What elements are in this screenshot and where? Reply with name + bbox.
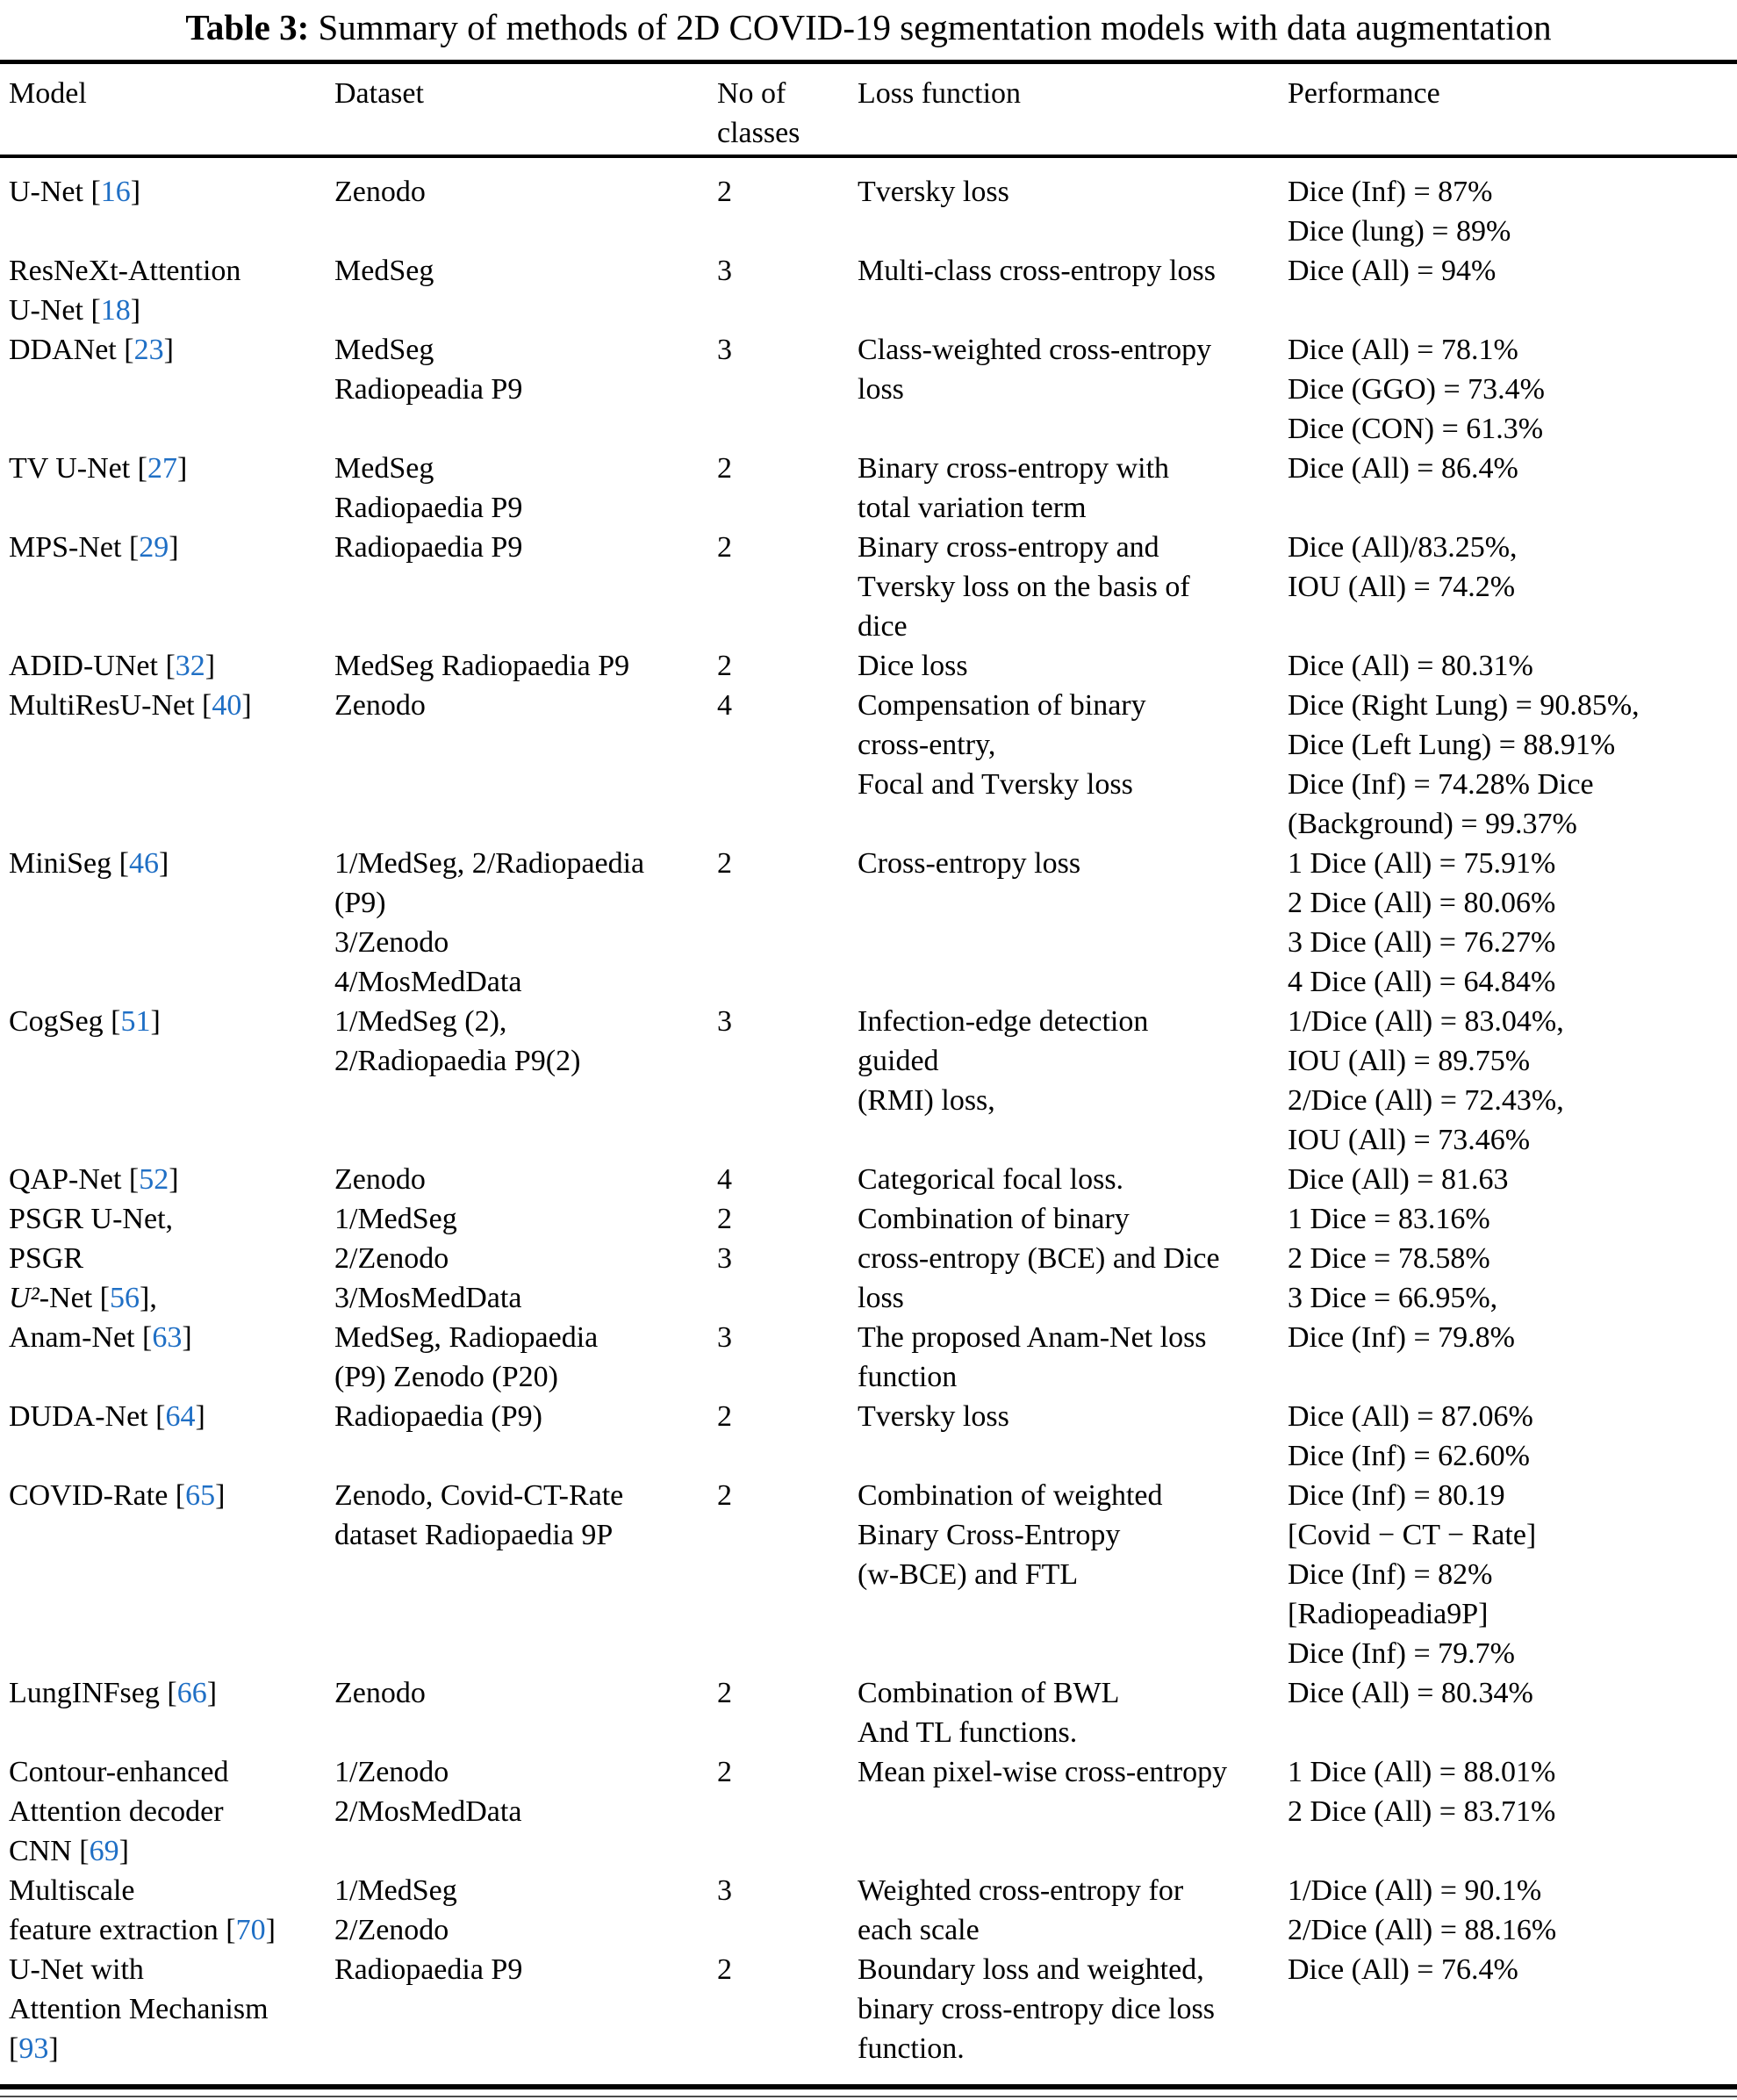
text-line: 3 [717,1242,732,1275]
text-line: 3 [717,1005,732,1038]
text-line: 4 [717,689,732,722]
cell-dataset [334,1950,717,2068]
text-line: Binary Cross-Entropy [858,1519,1121,1551]
text-line: (P9) Zenodo (P20) [334,1361,558,1393]
bottom-rule-thin [0,2096,1737,2097]
text-line: 1/Dice (All) = 90.1% [1288,1874,1542,1907]
text-line: Dice (GGO) = 73.4% [1288,373,1545,406]
cell-loss [858,1871,1288,1950]
citation-link[interactable]: 56 [110,1282,140,1314]
citation-link[interactable]: 63 [152,1321,183,1354]
cell-model [0,1476,334,1673]
text-line: 1/Dice (All) = 83.04%, [1288,1005,1564,1038]
cell-model [0,686,334,844]
text-line: Dice (All)/83.25%, [1288,531,1518,564]
text-line: 3 [717,1321,732,1354]
cell-loss [858,1752,1288,1871]
text-line: Radiopeadia P9 [334,373,523,406]
cell-performance [1288,646,1737,686]
text-line: 2 [717,650,732,682]
cell-model [0,251,334,330]
cell-model [0,1160,334,1199]
text-line: Class-weighted cross-entropy [858,334,1212,366]
text-line: 2 [717,847,732,880]
cell-performance [1288,330,1737,449]
text-line: 3/Zenodo [334,926,449,959]
citation-link[interactable]: 52 [139,1163,169,1196]
citation-link[interactable]: 46 [128,847,159,880]
cell-performance [1288,172,1737,251]
text-line: Multi-class cross-entropy loss [858,255,1216,287]
text-line: DDANet [23] [9,334,174,366]
text-line: 2/Dice (All) = 88.16% [1288,1914,1557,1946]
text-line: guided [858,1045,939,1077]
table-row [0,1673,1737,1752]
cell-dataset [334,1752,717,1871]
cell-classes [717,172,858,251]
citation-link[interactable]: 70 [235,1914,266,1946]
text-line: 3/MosMedData [334,1282,522,1314]
text-line: Infection-edge detection [858,1005,1149,1038]
text-line: Dice (Inf) = 82% [1288,1558,1493,1591]
table-row [0,1160,1737,1199]
text-line: 2/Radiopaedia P9(2) [334,1045,581,1077]
cell-classes [717,251,858,330]
text-line: 3 [717,255,732,287]
text-line: Dice (All) = 80.34% [1288,1677,1533,1709]
text-line: Dice (lung) = 89% [1288,215,1511,248]
cell-dataset [334,1476,717,1673]
text-line: 4 [717,1163,732,1196]
cell-dataset [334,1318,717,1397]
text-line: 2 Dice (All) = 80.06% [1288,887,1556,919]
text-line: Radiopaedia (P9) [334,1400,542,1433]
cell-performance [1288,449,1737,528]
text-line: cross-entropy (BCE) and Dice [858,1242,1220,1275]
column-header-performance: Performance [1288,77,1440,110]
table-title-text: Summary of methods of 2D COVID-19 segmentation models with data augmentation [309,7,1552,47]
cell-dataset [334,528,717,646]
cell-dataset [334,1871,717,1950]
table-header-row [0,74,1737,153]
citation-link[interactable]: 29 [139,531,169,564]
citation-link[interactable]: 40 [212,689,242,722]
text-line: (RMI) loss, [858,1084,995,1117]
table-row [0,844,1737,1002]
cell-classes [717,1318,858,1397]
text-line: MedSeg Radiopaedia P9 [334,650,630,682]
text-line: 1 Dice (All) = 88.01% [1288,1756,1556,1788]
text-line: 2 Dice = 78.58% [1288,1242,1490,1275]
text-line: Dice (All) = 94% [1288,255,1497,287]
cell-dataset [334,646,717,686]
text-line: Focal and Tversky loss [858,768,1133,801]
table-row [0,1476,1737,1673]
text-line: PSGR U-Net, [9,1203,174,1235]
text-line: dice [858,610,908,643]
cell-classes [717,1871,858,1950]
text-line: Dice (All) = 87.06% [1288,1400,1533,1433]
text-line: IOU (All) = 89.75% [1288,1045,1531,1077]
cell-loss [858,1318,1288,1397]
cell-model [0,1199,334,1318]
table-body [0,172,1737,2068]
cell-loss [858,330,1288,449]
cell-loss [858,251,1288,330]
table-row [0,1871,1737,1950]
text-line: total variation term [858,492,1087,524]
cell-model [0,449,334,528]
text-line: 3 [717,1874,732,1907]
text-line: [Radiopeadia9P] [1288,1598,1489,1630]
text-line: 3 [717,334,732,366]
text-line: binary cross-entropy dice loss [858,1993,1215,2025]
cell-performance [1288,251,1737,330]
text-line: 4 Dice (All) = 64.84% [1288,966,1556,998]
text-line: Combination of BWL [858,1677,1120,1709]
citation-link[interactable]: 66 [176,1677,207,1709]
cell-dataset [334,172,717,251]
cell-performance [1288,1002,1737,1160]
cell-loss [858,844,1288,1002]
text-line: 1/MedSeg [334,1203,457,1235]
text-line: Tversky loss [858,176,1009,208]
text-line: 2 [717,1400,732,1433]
citation-link[interactable]: 18 [100,294,131,327]
citation-link[interactable]: 51 [120,1005,151,1038]
text-line: 2 Dice (All) = 83.71% [1288,1795,1556,1828]
cell-loss [858,1476,1288,1673]
text-line: Zenodo [334,689,426,722]
text-line: dataset Radiopaedia 9P [334,1519,614,1551]
text-line: (Background) = 99.37% [1288,808,1577,840]
cell-loss [858,449,1288,528]
table-row [0,1950,1737,2068]
text-line: function [858,1361,958,1393]
text-line: 1/MedSeg, 2/Radiopaedia [334,847,645,880]
text-line: ResNeXt-Attention [9,255,241,287]
text-line: Attention decoder [9,1795,224,1828]
text-line: Zenodo [334,176,426,208]
text-line: MedSeg [334,334,434,366]
cell-performance [1288,1752,1737,1871]
text-line: The proposed Anam-Net loss [858,1321,1207,1354]
cell-model [0,646,334,686]
cell-performance [1288,1318,1737,1397]
text-line: Dice loss [858,650,968,682]
citation-link[interactable]: 32 [175,650,205,682]
text-line: U-Net with [9,1953,144,1986]
cell-model [0,1752,334,1871]
cell-model [0,528,334,646]
citation-link[interactable]: 23 [133,334,164,366]
cell-performance [1288,844,1737,1002]
text-line: Dice (Inf) = 79.8% [1288,1321,1515,1354]
cell-loss [858,686,1288,844]
cell-performance [1288,1397,1737,1476]
cell-classes [717,449,858,528]
text-line: CogSeg [51] [9,1005,161,1038]
text-line: Compensation of binary [858,689,1146,722]
cell-loss [858,1160,1288,1199]
cell-classes [717,1476,858,1673]
table-row [0,251,1737,330]
table-row [0,172,1737,251]
cell-dataset [334,1673,717,1752]
text-line: MedSeg [334,255,434,287]
text-line: And TL functions. [858,1716,1078,1749]
cell-classes [717,1397,858,1476]
header-rule [0,155,1737,158]
text-line: Multiscale [9,1874,135,1907]
text-line: Contour-enhanced [9,1756,229,1788]
text-line: Dice (Right Lung) = 90.85%, [1288,689,1640,722]
text-line: 3 Dice (All) = 76.27% [1288,926,1556,959]
text-line: Zenodo, Covid-CT-Rate [334,1479,624,1512]
text-line: MPS-Net [29] [9,531,179,564]
text-line: IOU (All) = 73.46% [1288,1124,1531,1156]
cell-dataset [334,1002,717,1160]
text-line: 2/Zenodo [334,1242,449,1275]
text-line: 4/MosMedData [334,966,522,998]
table-title-label: Table 3: [185,7,310,47]
cell-performance [1288,1673,1737,1752]
citation-link[interactable]: 69 [89,1835,119,1867]
cell-model [0,1002,334,1160]
text-line: 1 Dice = 83.16% [1288,1203,1490,1235]
text-line: loss [858,373,904,406]
text-line: Cross-entropy loss [858,847,1081,880]
text-line: Dice (All) = 76.4% [1288,1953,1518,1986]
text-line: IOU (All) = 74.2% [1288,571,1516,603]
table-title [0,5,1737,49]
text-line: U²-Net [56], [9,1282,157,1314]
text-line: COVID-Rate [65] [9,1479,226,1512]
cell-classes [717,1752,858,1871]
text-line: QAP-Net [52] [9,1163,179,1196]
text-line: Dice (Inf) = 79.7% [1288,1637,1515,1670]
text-line: DUDA-Net [64] [9,1400,205,1433]
bottom-rule-thick [0,2084,1737,2089]
text-line: 1/MedSeg (2), [334,1005,507,1038]
text-line: 2 [717,1677,732,1709]
text-line: Weighted cross-entropy for [858,1874,1184,1907]
text-line: Dice (All) = 80.31% [1288,650,1533,682]
cell-classes [717,686,858,844]
text-line: Dice (All) = 86.4% [1288,452,1518,485]
text-line: TV U-Net [27] [9,452,188,485]
cell-loss [858,1397,1288,1476]
text-line: 2 [717,176,732,208]
cell-model [0,1950,334,2068]
cell-model [0,1673,334,1752]
citation-link[interactable]: 65 [185,1479,216,1512]
cell-model [0,172,334,251]
text-line: Tversky loss [858,1400,1009,1433]
text-line: 2 [717,531,732,564]
cell-classes [717,844,858,1002]
cell-performance [1288,1871,1737,1950]
column-header-model: Model [9,77,87,110]
table-row [0,1397,1737,1476]
text-line: 1/MedSeg [334,1874,457,1907]
cell-performance [1288,1160,1737,1199]
column-header-loss: Loss function [858,77,1022,110]
text-line: Radiopaedia P9 [334,1953,523,1986]
cell-model [0,1871,334,1950]
citation-link[interactable]: 16 [100,176,131,208]
table-row [0,1318,1737,1397]
text-line: Radiopaedia P9 [334,492,523,524]
cell-performance [1288,686,1737,844]
citation-link[interactable]: 27 [147,452,177,485]
text-line: Dice (Inf) = 80.19 [1288,1479,1505,1512]
cell-loss [858,528,1288,646]
text-line: Binary cross-entropy and [858,531,1159,564]
text-line: Radiopaedia P9 [334,531,523,564]
cell-dataset [334,844,717,1002]
cell-performance [1288,1476,1737,1673]
text-line: Combination of weighted [858,1479,1163,1512]
text-line: (P9) [334,887,386,919]
cell-performance [1288,1199,1737,1318]
cell-loss [858,172,1288,251]
text-line: ADID-UNet [32] [9,650,216,682]
text-line: Zenodo [334,1677,426,1709]
text-line: Boundary loss and weighted, [858,1953,1204,1986]
text-line: 3 Dice = 66.95%, [1288,1282,1498,1314]
cell-classes [717,1950,858,2068]
table-row [0,1002,1737,1160]
text-line: Dice (Inf) = 87% [1288,176,1493,208]
text-line: Dice (Left Lung) = 88.91% [1288,729,1616,761]
cell-loss [858,1950,1288,2068]
cell-dataset [334,1397,717,1476]
table-row [0,646,1737,686]
text-line: LungINFseg [66] [9,1677,218,1709]
cell-dataset [334,1160,717,1199]
cell-dataset [334,686,717,844]
text-line: each scale [858,1914,980,1946]
text-line: 2/Zenodo [334,1914,449,1946]
cell-model [0,844,334,1002]
cell-classes [717,1002,858,1160]
text-line: loss [858,1282,904,1314]
text-line: Binary cross-entropy with [858,452,1170,485]
table-row [0,528,1737,646]
column-header-dataset: Dataset [334,77,424,110]
text-line: U-Net [18] [9,294,141,327]
table-row [0,686,1737,844]
text-line: feature extraction [70] [9,1914,276,1946]
text-line: [Covid − CT − Rate] [1288,1519,1537,1551]
text-line: MedSeg [334,452,434,485]
table-row [0,1752,1737,1871]
text-line: Mean pixel-wise cross-entropy [858,1756,1228,1788]
text-line: Dice (All) = 81.63 [1288,1163,1509,1196]
cell-classes [717,1199,858,1318]
text-line: cross-entry, [858,729,996,761]
text-line: [93] [9,2032,59,2065]
cell-classes [717,1160,858,1199]
column-header-classes: No of classes [717,77,800,149]
text-line: PSGR [9,1242,84,1275]
cell-dataset [334,251,717,330]
citation-link[interactable]: 93 [18,2032,49,2065]
text-line: Dice (CON) = 61.3% [1288,413,1544,445]
text-line: Categorical focal loss. [858,1163,1124,1196]
cell-dataset [334,449,717,528]
cell-model [0,1318,334,1397]
text-line: MultiResU-Net [40] [9,689,252,722]
cell-performance [1288,1950,1737,2068]
text-line: Dice (Inf) = 74.28% Dice [1288,768,1594,801]
text-line: 2 [717,1479,732,1512]
cell-classes [717,528,858,646]
cell-dataset [334,330,717,449]
text-line: 2 [717,1203,732,1235]
cell-loss [858,1673,1288,1752]
cell-model [0,330,334,449]
cell-classes [717,330,858,449]
cell-loss [858,1199,1288,1318]
text-line: 2/Dice (All) = 72.43%, [1288,1084,1564,1117]
text-line: U-Net [16] [9,176,141,208]
text-line: 2/MosMedData [334,1795,522,1828]
cell-loss [858,1002,1288,1160]
table-row [0,330,1737,449]
text-line: 2 [717,1953,732,1986]
text-line: CNN [69] [9,1835,129,1867]
citation-link[interactable]: 64 [165,1400,196,1433]
text-line: Combination of binary [858,1203,1130,1235]
cell-dataset [334,1199,717,1318]
text-line: (w-BCE) and FTL [858,1558,1079,1591]
cell-model [0,1397,334,1476]
table-row [0,449,1737,528]
text-line: 1 Dice (All) = 75.91% [1288,847,1556,880]
cell-performance [1288,528,1737,646]
text-line: 1/Zenodo [334,1756,449,1788]
text-line: MiniSeg [46] [9,847,169,880]
text-line: function. [858,2032,965,2065]
text-line: Tversky loss on the basis of [858,571,1190,603]
text-line: 2 [717,1756,732,1788]
text-line: 2 [717,452,732,485]
text-line: MedSeg, Radiopaedia [334,1321,599,1354]
text-line: Zenodo [334,1163,426,1196]
cell-classes [717,646,858,686]
top-rule [0,60,1737,64]
table-row [0,1199,1737,1318]
text-line: Dice (Inf) = 62.60% [1288,1440,1530,1472]
text-line: Dice (All) = 78.1% [1288,334,1518,366]
cell-loss [858,646,1288,686]
text-line: Attention Mechanism [9,1993,269,2025]
text-line: Anam-Net [63] [9,1321,192,1354]
cell-classes [717,1673,858,1752]
